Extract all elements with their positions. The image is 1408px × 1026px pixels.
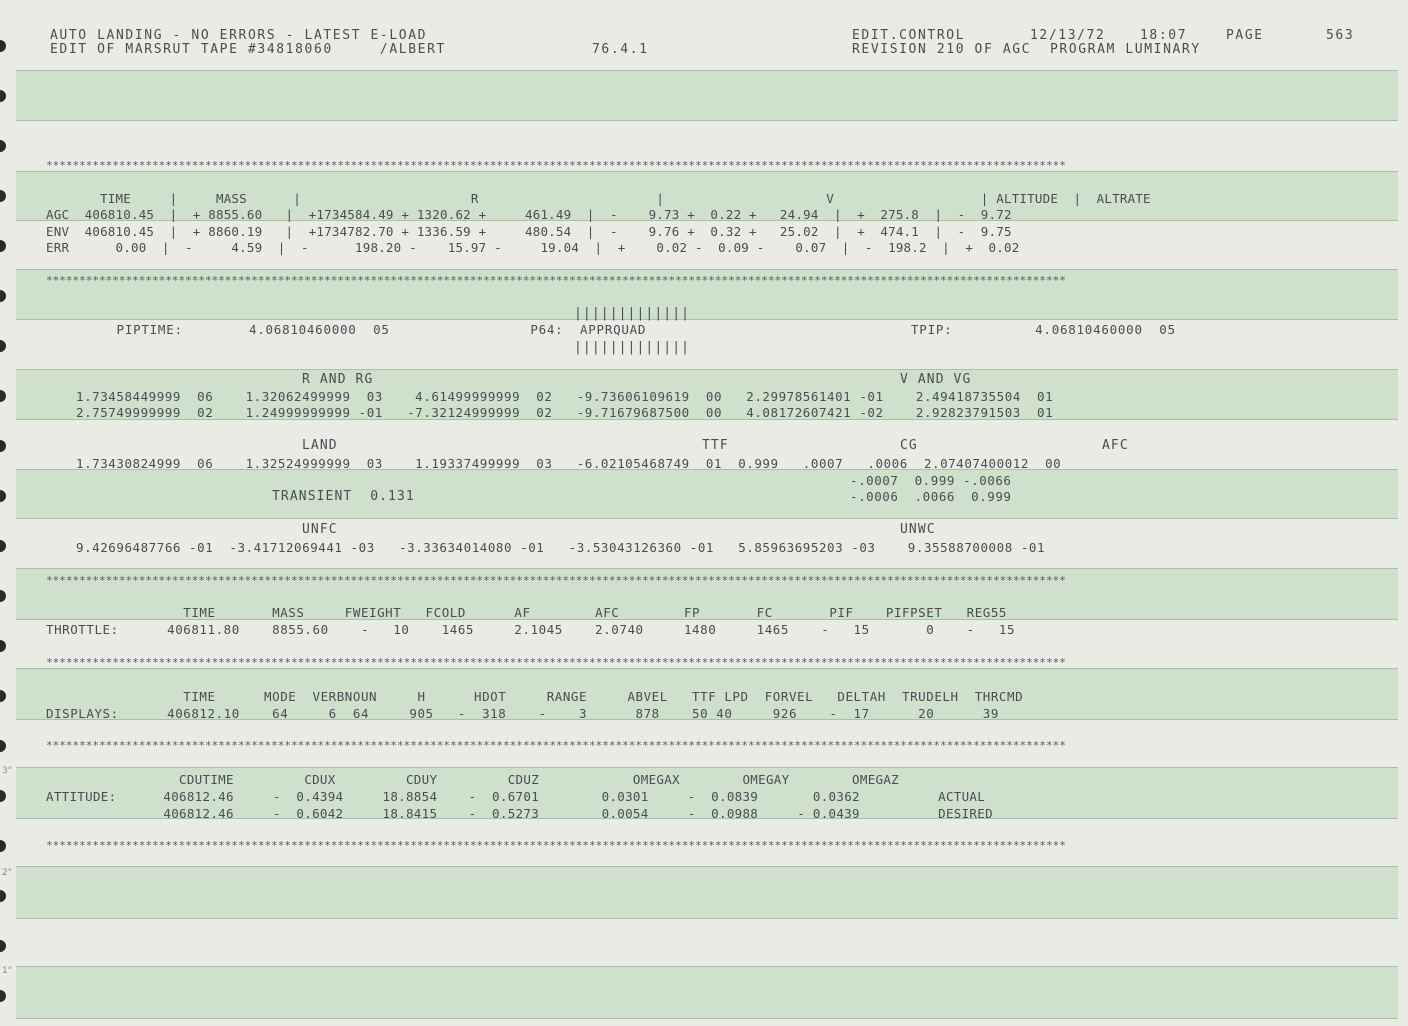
label-unwc: UNWC bbox=[900, 522, 936, 537]
attitude-header: CDUTIME CDUX CDUY CDUZ OMEGAX OMEGAY OMEGAZ bbox=[46, 772, 899, 787]
feed-hole bbox=[0, 190, 6, 202]
vector-row-2: 2.75749999999 02 1.24999999999 -01 -7.32124999999 02 -9.71679687500 00 4.08172607421 -02 2.92823791503 01 bbox=[76, 405, 1054, 420]
feed-hole bbox=[0, 140, 6, 152]
label-v-and-vg: V AND VG bbox=[900, 372, 972, 387]
header-title: AUTO LANDING - NO ERRORS - LATEST E-LOAD bbox=[50, 28, 428, 43]
feed-hole bbox=[0, 340, 6, 352]
displays-header: TIME MODE VERBNOUN H HDOT RANGE ABVEL TTF LPD FORVEL DELTAH TRUDELH THRCMD bbox=[46, 689, 1024, 704]
feed-hole bbox=[0, 440, 6, 452]
displays-row: DISPLAYS: 406812.10 64 6 64 905 - 318 - 3 878 50 40 926 - 17 20 39 bbox=[46, 706, 999, 721]
cg-row-2: -.0007 0.999 -.0066 bbox=[850, 473, 1012, 488]
pip-bars-top: ||||||||||||| bbox=[574, 306, 691, 321]
header-date: 12/13/72 bbox=[1030, 28, 1106, 43]
green-band bbox=[16, 866, 1398, 919]
state-vector-header: TIME | MASS | R | V | ALTITUDE | ALTRATE bbox=[46, 191, 1151, 206]
feed-hole bbox=[0, 890, 6, 902]
feed-hole bbox=[0, 590, 6, 602]
state-vector-row-agc: AGC 406810.45 | + 8855.60 | +1734584.49 + 1320.62 + 461.49 | - 9.73 + 0.22 + 24.94 | + 275.8 | - 9.72 bbox=[46, 207, 1012, 222]
label-afc: AFC bbox=[1102, 438, 1129, 453]
header-version: 76.4.1 bbox=[592, 42, 649, 57]
state-vector-row-err: ERR 0.00 | - 4.59 | - 198.20 - 15.97 - 19.04 | + 0.02 - 0.09 - 0.07 | - 198.2 | + 0.02 bbox=[46, 240, 1020, 255]
feed-hole bbox=[0, 640, 6, 652]
cg-row-3: -.0006 .0066 0.999 bbox=[850, 489, 1012, 504]
header-page-number: 563 bbox=[1326, 28, 1355, 43]
throttle-row: THROTTLE: 406811.80 8855.60 - 10 1465 2.1045 2.0740 1480 1465 - 15 0 - 15 bbox=[46, 622, 1016, 637]
feed-hole bbox=[0, 240, 6, 252]
feed-hole bbox=[0, 390, 6, 402]
attitude-row-desired: 406812.46 - 0.6042 18.8415 - 0.5273 0.0054 - 0.0988 - 0.0439 DESIRED bbox=[46, 806, 993, 821]
attitude-row-actual: ATTITUDE: 406812.46 - 0.4394 18.8854 - 0.6701 0.0301 - 0.0839 0.0362 ACTUAL bbox=[46, 789, 986, 804]
separator: ********************************************************************************************************************************************************** bbox=[46, 657, 1066, 669]
vector-row-4: 9.42696487766 -01 -3.41712069441 -03 -3.33634014080 -01 -3.53043126360 -01 5.85963695203 -03 9.35588700008 -01 bbox=[76, 540, 1046, 555]
vector-row-3: 1.73430824999 06 1.32524999999 03 1.19337499999 03 -6.02105468749 01 0.999 .0007 .0006 2.07407400012 00 bbox=[76, 456, 1062, 471]
green-band bbox=[16, 966, 1398, 1019]
transient: TRANSIENT 0.131 bbox=[272, 489, 415, 504]
feed-hole bbox=[0, 740, 6, 752]
feed-hole bbox=[0, 940, 6, 952]
header-revision: REVISION 210 OF AGC PROGRAM LUMINARY bbox=[852, 42, 1201, 57]
header-tape: EDIT OF MARSRUT TAPE #34818060 /ALBERT bbox=[50, 42, 446, 57]
feed-hole bbox=[0, 790, 6, 802]
throttle-header: TIME MASS FWEIGHT FCOLD AF AFC FP FC PIF PIFPSET REG55 bbox=[46, 605, 1007, 620]
green-band bbox=[16, 70, 1398, 121]
separator: ********************************************************************************************************************************************************** bbox=[46, 160, 1066, 172]
feed-hole bbox=[0, 690, 6, 702]
separator: ********************************************************************************************************************************************************** bbox=[46, 740, 1066, 752]
green-band bbox=[16, 469, 1398, 519]
label-r-and-rg: R AND RG bbox=[302, 372, 374, 387]
label-ttf: TTF bbox=[702, 438, 729, 453]
feed-hole bbox=[0, 90, 6, 102]
feed-hole bbox=[0, 840, 6, 852]
separator: ********************************************************************************************************************************************************** bbox=[46, 840, 1066, 852]
feed-hole bbox=[0, 490, 6, 502]
header-time: 18:07 bbox=[1140, 28, 1188, 43]
margin-mark-3: 3" bbox=[2, 766, 12, 776]
pip-bars-bottom: ||||||||||||| bbox=[574, 340, 691, 355]
state-vector-row-env: ENV 406810.45 | + 8860.19 | +1734782.70 + 1336.59 + 480.54 | - 9.76 + 0.32 + 25.02 | + 474.1 | - 9.75 bbox=[46, 224, 1012, 239]
label-unfc: UNFC bbox=[302, 522, 338, 537]
label-land: LAND bbox=[302, 438, 338, 453]
separator: ********************************************************************************************************************************************************** bbox=[46, 575, 1066, 587]
margin-mark-1: 1" bbox=[2, 966, 12, 976]
feed-hole bbox=[0, 540, 6, 552]
feed-hole bbox=[0, 990, 6, 1002]
header-edit-control: EDIT.CONTROL bbox=[852, 28, 966, 43]
margin-mark-2: 2" bbox=[2, 868, 12, 878]
header-page-label: PAGE bbox=[1226, 28, 1264, 43]
separator: ********************************************************************************************************************************************************** bbox=[46, 275, 1066, 287]
vector-row-1: 1.73458449999 06 1.32062499999 03 4.61499999999 02 -9.73606109619 00 2.29978561401 -01 2.49418735504 01 bbox=[76, 389, 1054, 404]
feed-hole bbox=[0, 290, 6, 302]
pip-line: PIPTIME: 4.06810460000 05 P64: APPRQUAD TPIP: 4.06810460000 05 bbox=[100, 322, 1176, 337]
label-cg: CG bbox=[900, 438, 918, 453]
feed-hole bbox=[0, 40, 6, 52]
